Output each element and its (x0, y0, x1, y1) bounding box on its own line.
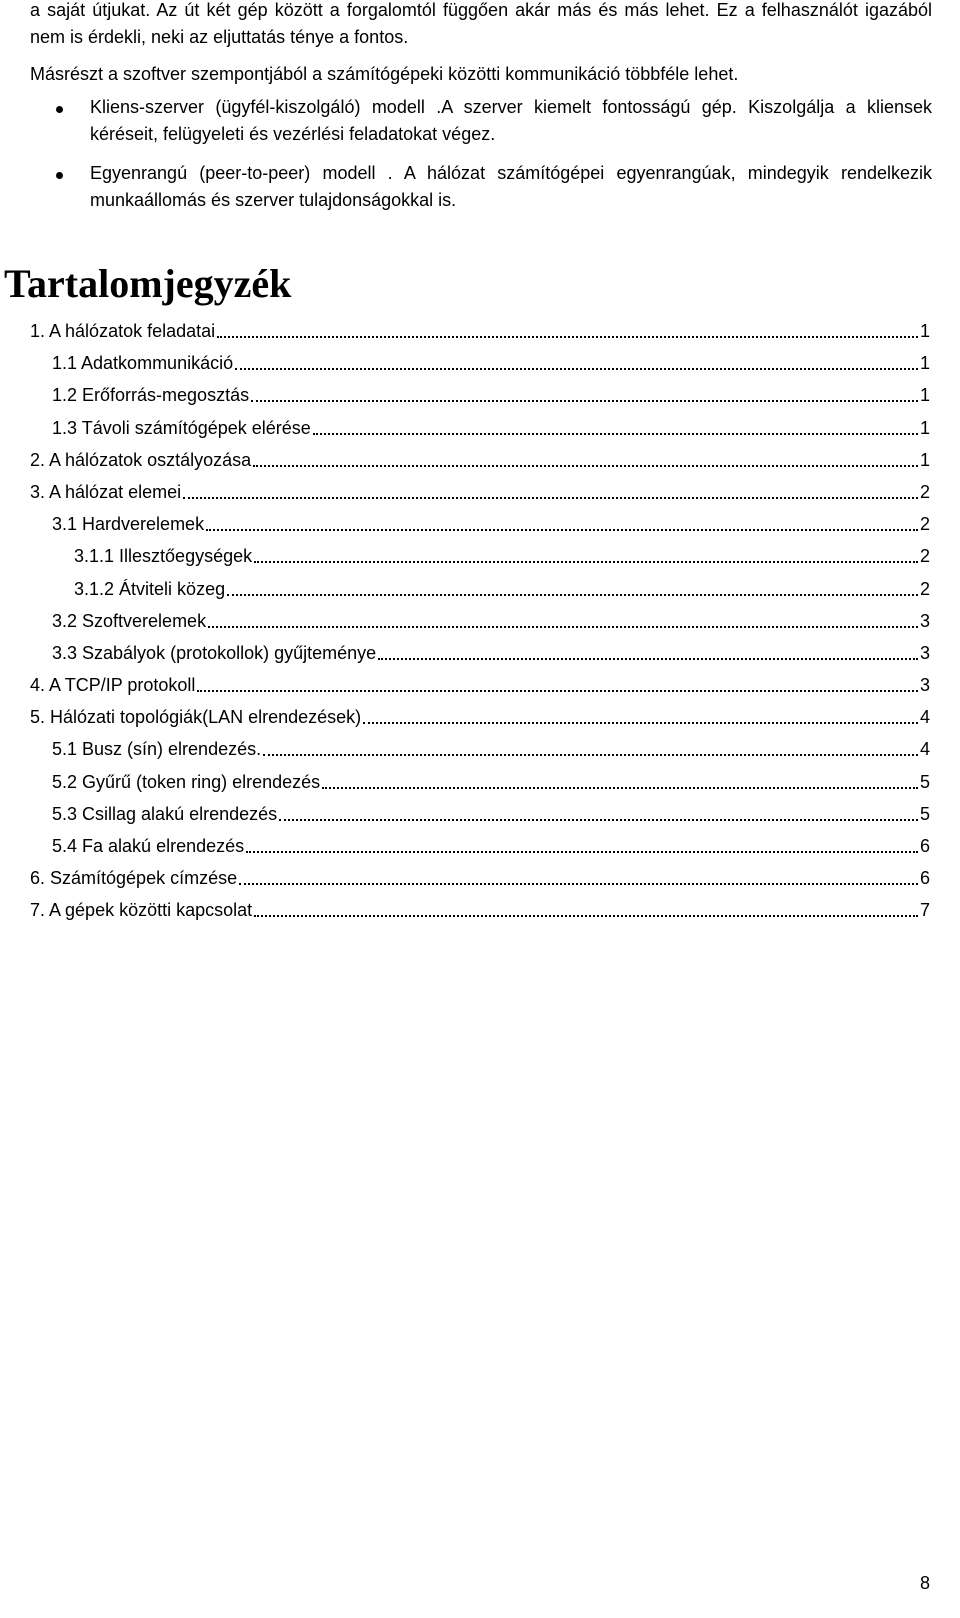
toc-page-number: 1 (919, 385, 930, 406)
bullet-item (56, 160, 932, 214)
toc-entry-text: 5.1 Busz (sín) elrendezés. (52, 739, 262, 760)
toc-dot-leader (254, 545, 918, 563)
toc-entry[interactable] (74, 545, 930, 577)
toc-entry[interactable] (52, 384, 930, 416)
toc-entry-text: 1.1 Adatkommunikáció (52, 353, 234, 374)
toc-entry-text: 1.3 Távoli számítógépek elérése (52, 417, 311, 438)
toc-heading: Tartalomjegyzék (4, 261, 292, 306)
toc-entry-text: 3. A hálózat elemei (30, 481, 182, 502)
toc-entry[interactable] (52, 803, 930, 835)
toc-entry[interactable] (52, 513, 930, 545)
toc-page-number: 3 (919, 610, 930, 631)
toc-page-number: 3 (919, 675, 930, 696)
toc-entry[interactable] (30, 706, 930, 738)
toc-dot-leader (227, 578, 918, 596)
bullet-text: Kliens-szerver (ügyfél-kiszolgáló) modell .A szerver kiemelt fontosságú gép. Kiszolgálja a kliensek kéréseit, felügyeleti és vezérlési feladatokat végez. (90, 97, 932, 144)
toc-entry-text: 1. A hálózatok feladatai (30, 321, 216, 341)
toc-page-number: 2 (919, 481, 930, 502)
toc-entry-text: 3.1.1 Illesztőegységek (74, 546, 253, 567)
toc-dot-leader (322, 771, 918, 789)
toc-entry-text: 3.1 Hardverelemek (52, 514, 205, 535)
toc-page-number: 6 (919, 868, 930, 889)
page-number: 8 (919, 1573, 930, 1593)
toc-entry-text: 5.3 Csillag alakú elrendezés (52, 803, 278, 824)
toc-entry-text: 5. Hálózati topológiák(LAN elrendezések) (30, 707, 362, 728)
toc-page-number: 3 (919, 642, 930, 663)
toc-entry-text: 6. Számítógépek címzése (30, 868, 238, 889)
toc-entry[interactable] (52, 771, 930, 803)
toc-entry[interactable] (30, 320, 930, 352)
bullet-icon (56, 106, 63, 113)
toc-page-number: 1 (919, 353, 930, 374)
toc-entry-text: 4. A TCP/IP protokoll (30, 675, 196, 696)
toc-entry[interactable] (52, 610, 930, 642)
toc-page-number: 2 (919, 514, 930, 535)
toc-page-number: 6 (919, 836, 930, 856)
toc-page-number: 5 (919, 771, 930, 792)
body-paragraph: Másrészt a szoftver szempontjából a számítógépeki közötti kommunikáció többféle lehet. (30, 64, 739, 84)
toc-page-number: 4 (919, 739, 930, 760)
toc-page-number: 2 (919, 578, 930, 599)
toc-entry[interactable] (30, 867, 930, 899)
toc-dot-leader (217, 320, 918, 338)
toc-dot-leader (254, 899, 918, 917)
toc-entry[interactable] (30, 481, 930, 513)
toc-dot-leader (253, 449, 918, 467)
toc-entry-text: 2. A hálózatok osztályozása (30, 449, 252, 470)
toc-dot-leader (235, 352, 918, 370)
toc-page-number: 7 (919, 900, 930, 921)
toc-entry-text: 5.4 Fa alakú elrendezés (52, 836, 245, 856)
toc-dot-leader (313, 417, 918, 435)
toc-entry-text: 5.2 Gyűrű (token ring) elrendezés (52, 771, 321, 792)
toc-entry-text: 3.1.2 Átviteli közeg (74, 578, 226, 599)
bullet-text: Egyenrangú (peer-to-peer) modell . A hálózat számítógépei egyenrangúak, mindegyik rendelkezik munkaállomás és szerver tulajdonságokkal is. (90, 163, 932, 210)
toc-entry[interactable] (52, 835, 930, 867)
toc-entry[interactable] (74, 578, 930, 610)
toc-entry[interactable] (30, 899, 930, 931)
toc-dot-leader (239, 867, 918, 885)
bullet-icon (56, 172, 63, 179)
toc-entry[interactable] (52, 642, 930, 674)
toc-entry-text: 1.2 Erőforrás-megosztás (52, 385, 250, 406)
toc-dot-leader (251, 384, 918, 402)
toc-dot-leader (206, 513, 918, 531)
toc-dot-leader (378, 642, 918, 660)
toc-page-number: 4 (919, 707, 930, 728)
toc-entry-text: 3.3 Szabályok (protokollok) gyűjteménye (52, 642, 377, 663)
toc-page-number: 1 (919, 321, 930, 341)
toc-page-number: 1 (919, 449, 930, 470)
toc-page-number: 2 (919, 546, 930, 567)
table-of-contents (0, 320, 960, 932)
bullet-item (56, 94, 932, 148)
toc-dot-leader (208, 610, 918, 628)
body-paragraph: a saját útjukat. Az út két gép között a forgalomtól függően akár más és más lehet. Ez a felhasználót igazából nem is érdekli, neki az eljuttatás ténye a fontos. (30, 0, 932, 47)
toc-entry[interactable] (52, 417, 930, 449)
toc-entry[interactable] (52, 352, 930, 384)
toc-page-number: 5 (919, 803, 930, 824)
toc-dot-leader (246, 835, 918, 853)
toc-dot-leader (183, 481, 918, 499)
toc-dot-leader (363, 706, 918, 724)
toc-entry-text: 3.2 Szoftverelemek (52, 610, 207, 631)
toc-dot-leader (263, 738, 918, 756)
toc-entry[interactable] (52, 738, 930, 770)
toc-page-number: 1 (919, 417, 930, 438)
toc-entry[interactable] (30, 674, 930, 706)
toc-dot-leader (279, 803, 918, 821)
toc-dot-leader (197, 674, 918, 692)
toc-entry[interactable] (30, 449, 930, 481)
toc-entry-text: 7. A gépek közötti kapcsolat (30, 900, 253, 921)
bullet-list (56, 94, 932, 214)
